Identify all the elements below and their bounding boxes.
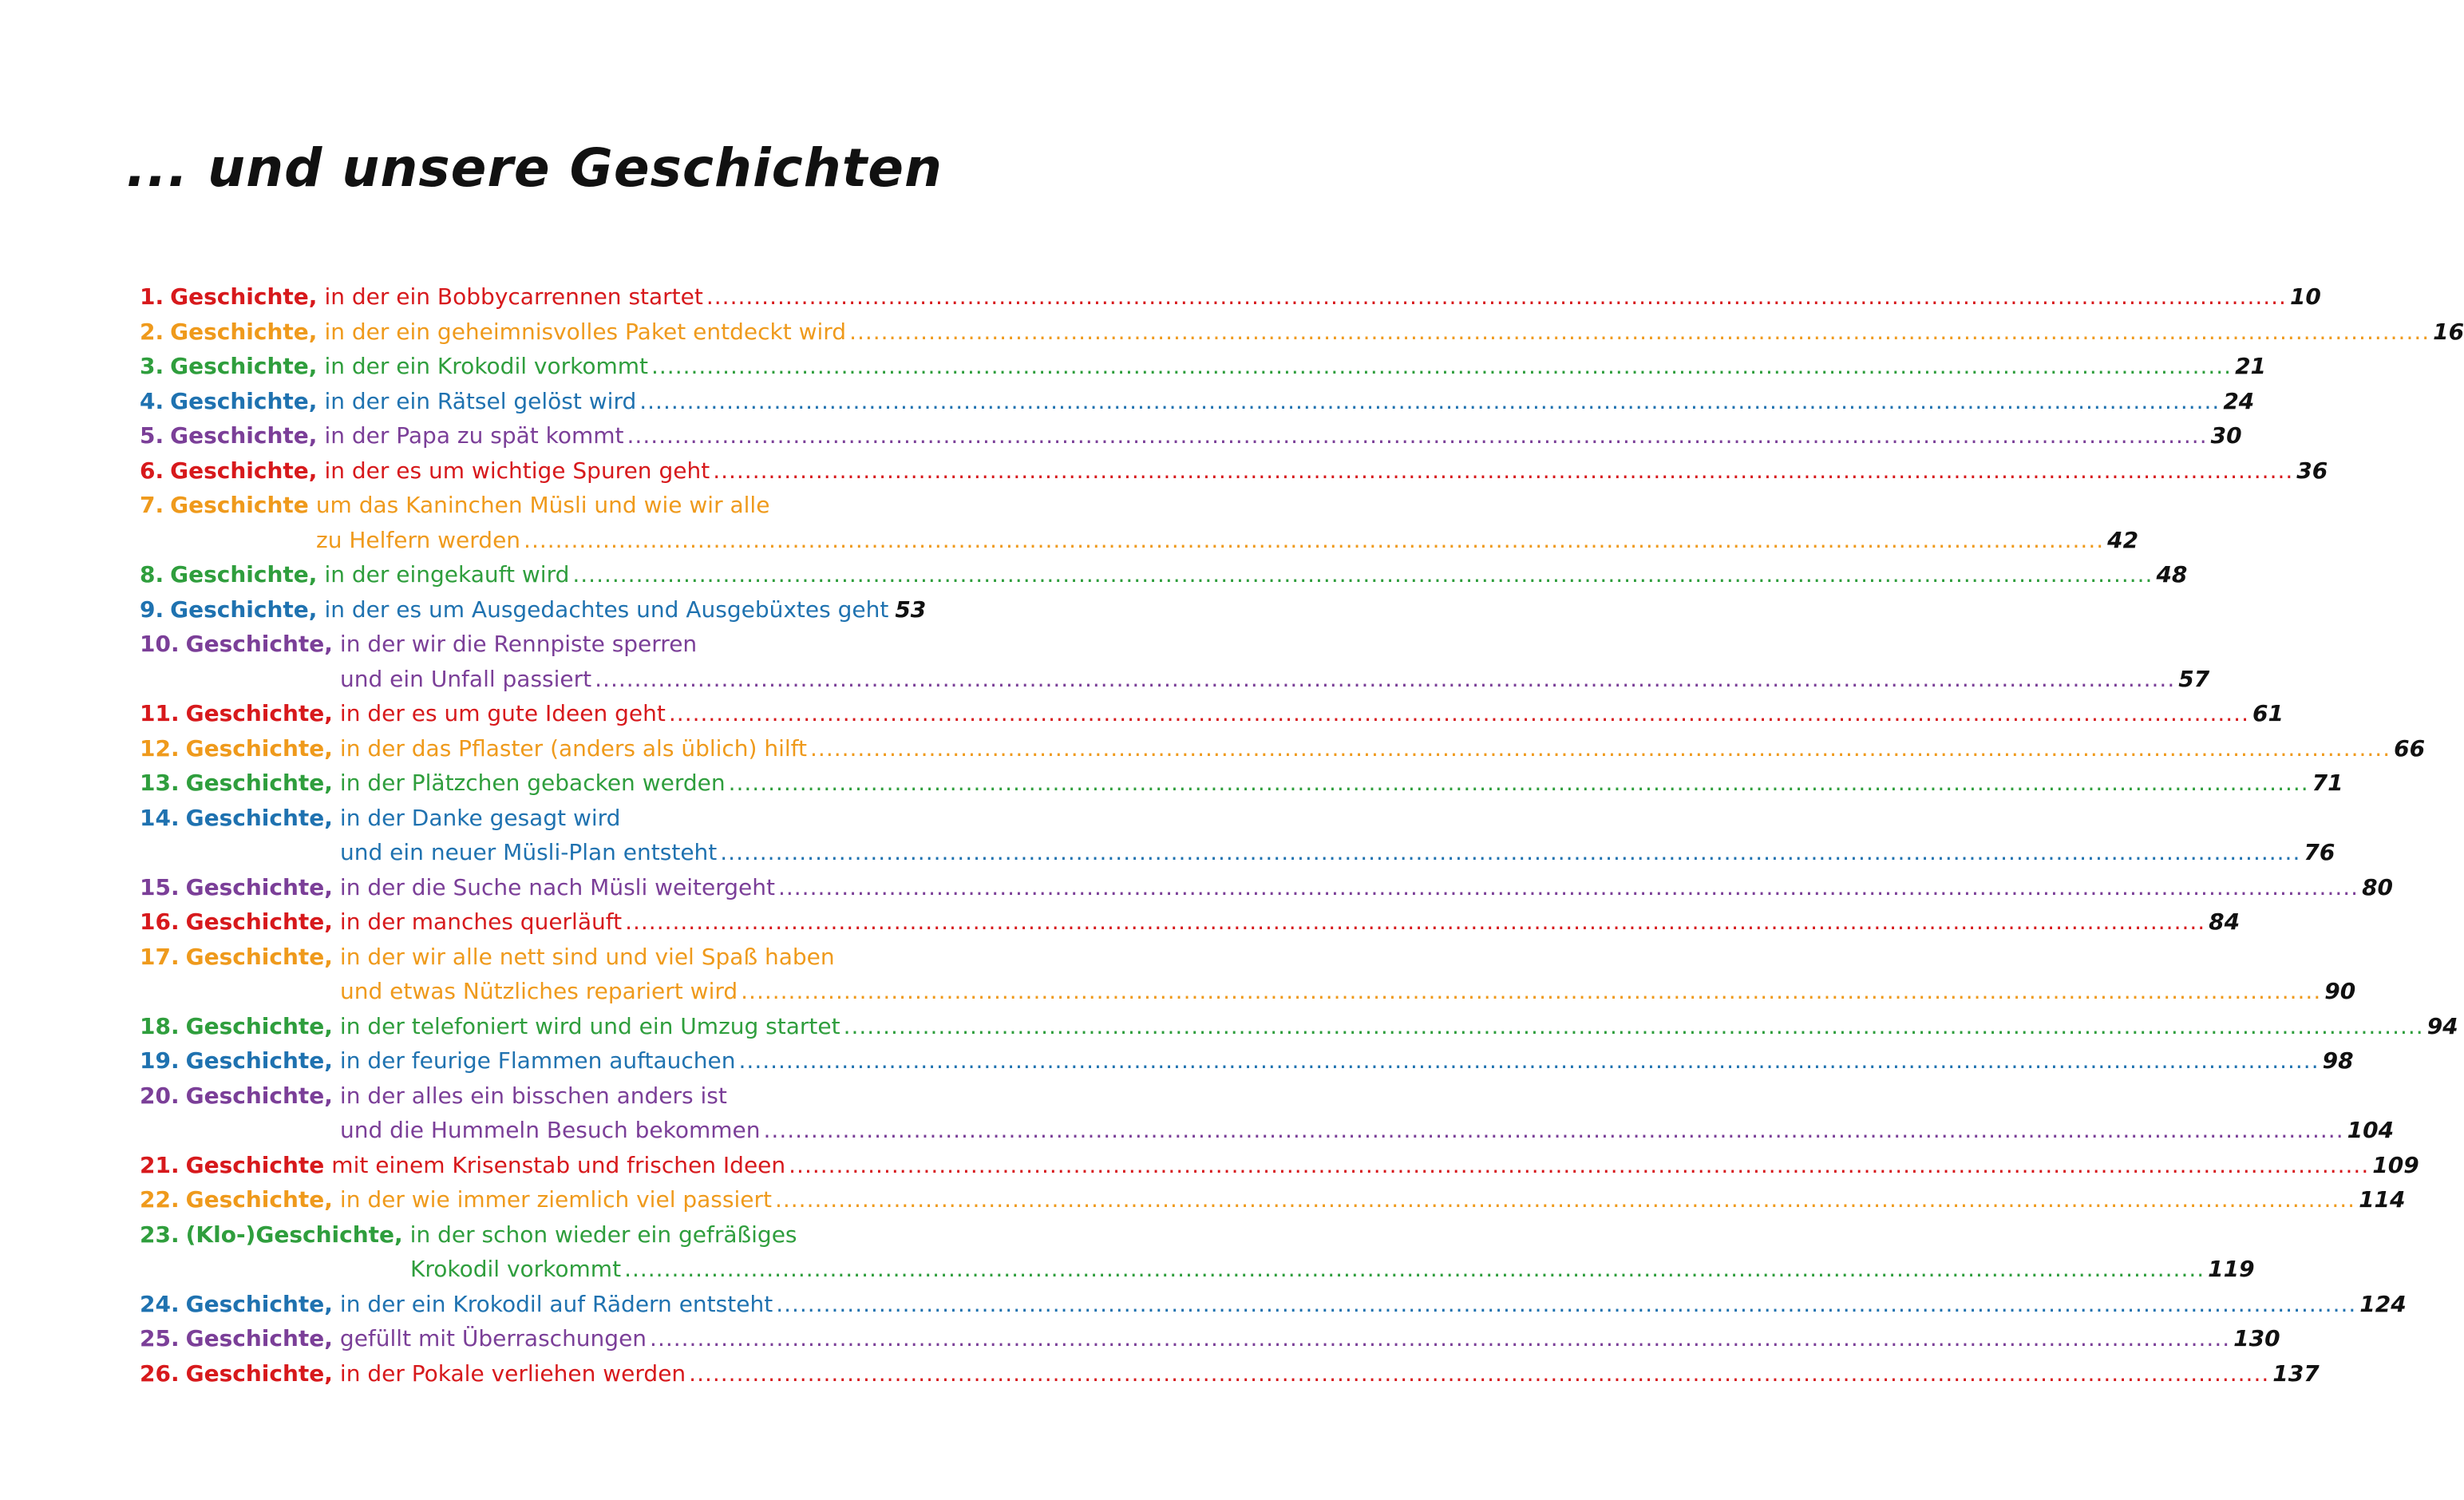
leader-dots: ........................................................................................................................................................................................................ — [728, 770, 2309, 796]
toc-entry — [140, 731, 2426, 766]
toc-entry — [140, 1287, 2407, 1322]
leader-dots: ........................................................................................................................................................................................................ — [524, 526, 2105, 553]
table-of-contents — [140, 279, 2464, 1391]
entry-title: in der feurige Flammen auftauchen — [339, 1047, 736, 1074]
entry-title: in der wie immer ziemlich viel passiert — [339, 1186, 772, 1213]
entry-keyword: Geschichte — [185, 1151, 325, 1178]
entry-keyword: (Klo-)Geschichte, — [185, 1221, 403, 1248]
leader-dots: ........................................................................................................................................................................................................ — [627, 422, 2208, 449]
entry-title-continuation: und etwas Nützliches repariert wird — [340, 978, 738, 1004]
leader-dots: ........................................................................................................................................................................................................ — [776, 1290, 2357, 1317]
leader-dots: ........................................................................................................................................................................................................ — [689, 1359, 2270, 1387]
leader-dots: ........................................................................................................................................................................................................ — [843, 1012, 2424, 1039]
page-number: 71 — [2312, 770, 2343, 796]
entry-keyword: Geschichte, — [185, 700, 333, 726]
page-number: 94 — [2426, 1012, 2458, 1039]
entry-number: 4. — [140, 387, 164, 414]
entry-number: 9. — [140, 596, 164, 623]
toc-entry-line — [140, 453, 2328, 489]
toc-entry — [140, 1356, 2320, 1391]
entry-title-continuation: und die Hummeln Besuch bekommen — [340, 1117, 761, 1143]
toc-entry-line — [140, 1287, 2407, 1322]
entry-title: in der Papa zu spät kommt — [324, 422, 624, 449]
toc-entry — [140, 766, 2343, 801]
entry-number: 11. — [140, 700, 180, 726]
toc-entry — [140, 418, 2242, 453]
page-number: 104 — [2347, 1117, 2395, 1143]
toc-entry-line — [140, 1217, 922, 1253]
toc-entry-continuation — [140, 835, 2335, 870]
entry-keyword: Geschichte, — [185, 1047, 333, 1074]
entry-title: in der Plätzchen gebacken werden — [339, 770, 726, 796]
page-number: 109 — [2372, 1151, 2419, 1178]
toc-entry — [140, 1043, 2354, 1078]
toc-entry — [140, 627, 2210, 696]
page-number: 137 — [2272, 1359, 2320, 1387]
entry-keyword: Geschichte, — [185, 943, 333, 970]
toc-entry-continuation — [140, 523, 2139, 558]
entry-number: 8. — [140, 561, 164, 588]
entry-title: in der es um gute Ideen geht — [339, 700, 666, 726]
entry-keyword: Geschichte, — [185, 1325, 333, 1352]
entry-title: in der ein Krokodil vorkommt — [324, 353, 648, 379]
entry-keyword: Geschichte, — [185, 1082, 333, 1109]
leader-dots: ........................................................................................................................................................................................................ — [774, 1186, 2356, 1213]
toc-entry-line — [140, 696, 2284, 731]
entry-keyword: Geschichte, — [185, 804, 333, 831]
entry-keyword: Geschichte — [170, 492, 309, 518]
toc-entry-line — [140, 1148, 2419, 1183]
toc-entry-line — [140, 1182, 2406, 1217]
entry-title: mit einem Krisenstab und frischen Ideen — [331, 1151, 786, 1178]
entry-title: in der das Pflaster (anders als üblich) hilft — [339, 734, 808, 762]
entry-keyword: Geschichte, — [185, 631, 333, 657]
toc-entry — [140, 453, 2328, 489]
toc-entry-continuation — [140, 1113, 2395, 1148]
toc-entry — [140, 1182, 2406, 1217]
entry-title: in der die Suche nach Müsli weitergeht — [339, 873, 775, 900]
toc-entry-line — [140, 731, 2426, 766]
page-number: 90 — [2324, 978, 2356, 1004]
entry-number: 3. — [140, 353, 164, 379]
entry-number: 1. — [140, 283, 164, 310]
toc-entry — [140, 557, 2188, 592]
entry-keyword: Geschichte, — [170, 422, 318, 449]
toc-entry — [140, 349, 2267, 384]
leader-dots: ........................................................................................................................................................................................................ — [810, 734, 2391, 762]
page-number: 36 — [2296, 457, 2328, 484]
entry-number: 15. — [140, 873, 180, 900]
entry-number: 6. — [140, 457, 164, 484]
page-number: 30 — [2210, 422, 2242, 449]
entry-keyword: Geschichte, — [170, 387, 318, 414]
entry-number: 24. — [140, 1290, 180, 1317]
leader-dots: ........................................................................................................................................................................................................ — [639, 387, 2221, 414]
toc-entry — [140, 1009, 2458, 1044]
toc-entry-line — [140, 349, 2267, 384]
entry-keyword: Geschichte, — [185, 734, 333, 762]
toc-entry-line — [140, 1009, 2458, 1044]
entry-title: in der ein geheimnisvolles Paket entdeckt wird — [324, 318, 847, 345]
entry-title-continuation: zu Helfern werden — [316, 526, 521, 553]
page-number: 130 — [2233, 1325, 2280, 1352]
toc-entry — [140, 904, 2241, 940]
leader-dots: ........................................................................................................................................................................................................ — [595, 665, 2176, 692]
toc-entry — [140, 1321, 2280, 1356]
entry-number: 13. — [140, 770, 180, 796]
page-number: 76 — [2304, 839, 2335, 865]
toc-entry-line — [140, 592, 927, 627]
entry-number: 16. — [140, 908, 180, 935]
page-number: 21 — [2235, 353, 2267, 379]
page-number: 114 — [2359, 1186, 2406, 1213]
leader-dots: ........................................................................................................................................................................................................ — [625, 908, 2206, 935]
toc-entry-continuation — [140, 662, 2210, 697]
entry-title: in der alles ein bisschen anders ist — [339, 1082, 727, 1109]
toc-entry-line — [140, 627, 922, 662]
entry-keyword: Geschichte, — [170, 561, 318, 588]
leader-dots: ........................................................................................................................................................................................................ — [572, 561, 2154, 588]
toc-entry-line — [140, 488, 922, 523]
page-number: 66 — [2394, 734, 2426, 762]
toc-entry-line — [140, 384, 2255, 419]
entry-number: 7. — [140, 492, 164, 518]
entry-number: 22. — [140, 1186, 180, 1213]
entry-number: 18. — [140, 1012, 180, 1039]
page-title: ... und unsere Geschichten — [125, 137, 943, 199]
entry-number: 10. — [140, 631, 180, 657]
toc-entry-continuation — [140, 974, 2356, 1009]
toc-entry-line — [140, 315, 2464, 350]
entry-keyword: Geschichte, — [185, 1186, 333, 1213]
leader-dots: ........................................................................................................................................................................................................ — [624, 1256, 2205, 1282]
entry-keyword: Geschichte, — [185, 1012, 333, 1039]
entry-title: in der wir die Rennpiste sperren — [339, 631, 698, 657]
entry-title: in der Pokale verliehen werden — [339, 1359, 686, 1387]
entry-title: in der es um wichtige Spuren geht — [324, 457, 710, 484]
entry-keyword: Geschichte, — [185, 908, 333, 935]
leader-dots: ........................................................................................................................................................................................................ — [720, 839, 2301, 865]
entry-keyword: Geschichte, — [185, 873, 333, 900]
entry-number: 14. — [140, 804, 180, 831]
entry-number: 21. — [140, 1151, 180, 1178]
page-number: 42 — [2107, 526, 2139, 553]
entry-number: 2. — [140, 318, 164, 345]
leader-dots: ........................................................................................................................................................................................................ — [849, 318, 2430, 345]
page-number: 10 — [2289, 283, 2321, 310]
entry-keyword: Geschichte, — [185, 770, 333, 796]
toc-entry-line — [140, 279, 2321, 315]
leader-dots: ........................................................................................................................................................................................................ — [706, 283, 2287, 310]
leader-dots: ........................................................................................................................................................................................................ — [763, 1117, 2344, 1143]
entry-title-continuation: und ein neuer Müsli-Plan entsteht — [340, 839, 718, 865]
page-number: 16 — [2433, 318, 2464, 345]
toc-entry-line — [140, 1078, 922, 1114]
toc-entry-line — [140, 940, 922, 975]
page-number: 80 — [2362, 873, 2394, 900]
leader-dots: ........................................................................................................................................................................................................ — [777, 873, 2359, 900]
entry-title: in der Danke gesagt wird — [339, 804, 621, 831]
page-number: 53 — [895, 596, 927, 623]
leader-dots: ........................................................................................................................................................................................................ — [668, 700, 2249, 726]
toc-entry — [140, 592, 927, 627]
entry-number: 17. — [140, 943, 180, 970]
entry-number: 19. — [140, 1047, 180, 1074]
toc-entry-line — [140, 1321, 2280, 1356]
toc-entry — [140, 870, 2394, 905]
toc-entry — [140, 940, 2356, 1009]
leader-dots: ........................................................................................................................................................................................................ — [789, 1151, 2370, 1178]
entry-title-continuation: und ein Unfall passiert — [340, 665, 592, 692]
toc-entry — [140, 1148, 2419, 1183]
entry-number: 26. — [140, 1359, 180, 1387]
toc-entry — [140, 384, 2255, 419]
leader-dots: ........................................................................................................................................................................................................ — [650, 1325, 2231, 1352]
toc-entry-continuation — [140, 1252, 2255, 1287]
toc-entry-line — [140, 904, 2241, 940]
toc-entry-line — [140, 418, 2242, 453]
toc-entry-line — [140, 1356, 2320, 1391]
page-number: 124 — [2359, 1290, 2407, 1317]
entry-title: in der ein Bobbycarrennen startet — [324, 283, 703, 310]
page-number: 119 — [2208, 1256, 2255, 1282]
entry-number: 20. — [140, 1082, 180, 1109]
toc-entry — [140, 1217, 2255, 1287]
leader-dots: ........................................................................................................................................................................................................ — [741, 978, 2322, 1004]
toc-entry-line — [140, 766, 2343, 801]
entry-keyword: Geschichte, — [170, 353, 318, 379]
entry-title: in der es um Ausgedachtes und Ausgebüxtes geht — [324, 596, 889, 623]
page-number: 57 — [2178, 665, 2210, 692]
entry-keyword: Geschichte, — [170, 283, 318, 310]
entry-keyword: Geschichte, — [185, 1290, 333, 1317]
toc-entry-line — [140, 1043, 2354, 1078]
entry-keyword: Geschichte, — [170, 318, 318, 345]
page-number: 48 — [2156, 561, 2188, 588]
entry-title: in der telefoniert wird und ein Umzug startet — [339, 1012, 840, 1039]
leader-dots: ........................................................................................................................................................................................................ — [713, 457, 2294, 484]
toc-entry — [140, 279, 2321, 315]
entry-number: 5. — [140, 422, 164, 449]
entry-title: in der ein Krokodil auf Rädern entsteht — [339, 1290, 773, 1317]
entry-title: in der manches querläuft — [339, 908, 623, 935]
entry-title-continuation: Krokodil vorkommt — [410, 1256, 622, 1282]
entry-title: in der schon wieder ein gefräßiges — [409, 1221, 797, 1248]
entry-keyword: Geschichte, — [170, 596, 318, 623]
toc-entry — [140, 801, 2335, 870]
entry-title: um das Kaninchen Müsli und wie wir alle — [315, 492, 770, 518]
page-number: 61 — [2252, 700, 2284, 726]
page-number: 24 — [2223, 387, 2255, 414]
toc-entry-line — [140, 557, 2188, 592]
entry-keyword: Geschichte, — [185, 1359, 333, 1387]
leader-dots: ........................................................................................................................................................................................................ — [738, 1047, 2320, 1074]
page-number: 84 — [2209, 908, 2241, 935]
toc-entry — [140, 315, 2464, 350]
toc-entry-line — [140, 801, 922, 836]
toc-entry — [140, 1078, 2395, 1148]
entry-number: 25. — [140, 1325, 180, 1352]
entry-keyword: Geschichte, — [170, 457, 318, 484]
toc-entry — [140, 696, 2284, 731]
entry-title: in der wir alle nett sind und viel Spaß haben — [339, 943, 835, 970]
entry-number: 12. — [140, 734, 180, 762]
toc-entry-line — [140, 870, 2394, 905]
entry-title: in der eingekauft wird — [324, 561, 570, 588]
entry-title: gefüllt mit Überraschungen — [339, 1325, 647, 1352]
entry-title: in der ein Rätsel gelöst wird — [324, 387, 637, 414]
entry-number: 23. — [140, 1221, 180, 1248]
page-number: 98 — [2322, 1047, 2354, 1074]
leader-dots: ........................................................................................................................................................................................................ — [651, 353, 2233, 379]
toc-entry — [140, 488, 2139, 557]
